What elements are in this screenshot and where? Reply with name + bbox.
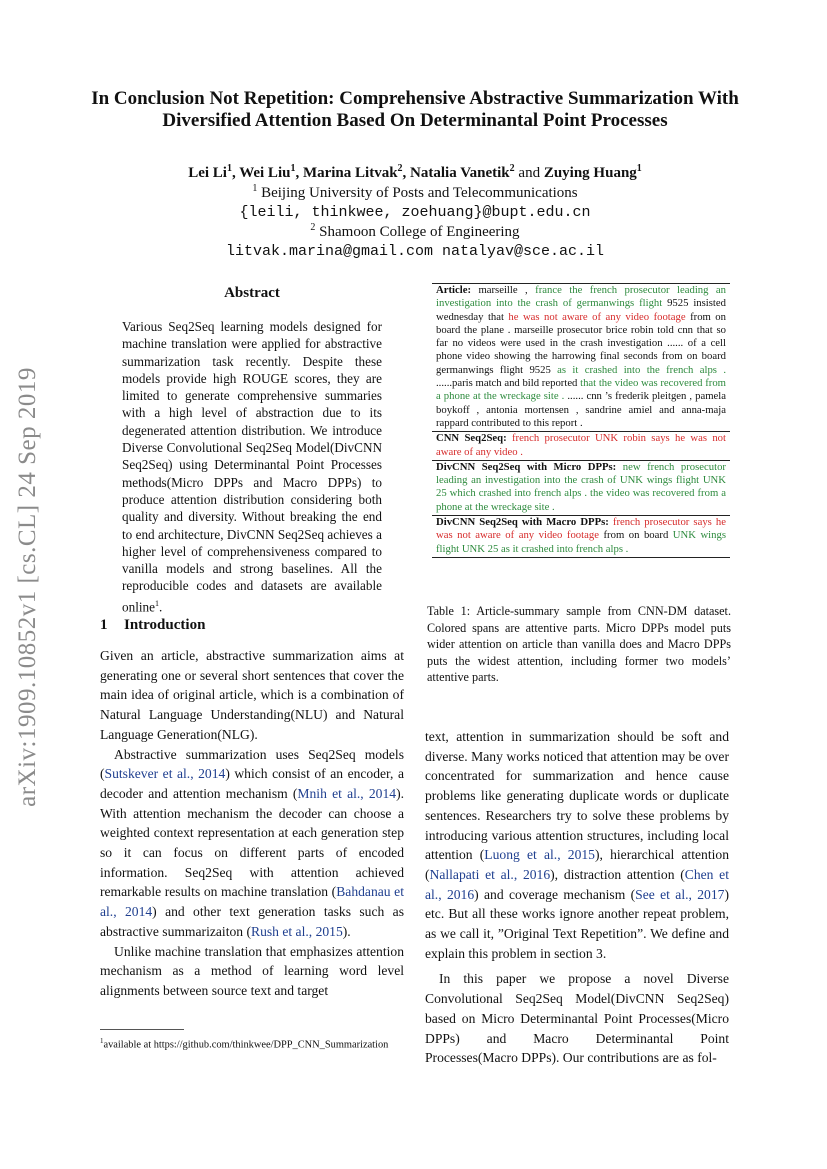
row-text: marseille , xyxy=(471,284,536,296)
section-number: 1 xyxy=(100,617,108,633)
paper-title: In Conclusion Not Repetition: Comprehensive Abstractive Summarization With Diversified Attention Based On Determinantal Point Processes xyxy=(91,88,739,131)
section-title: Introduction xyxy=(124,617,206,633)
attentive-span-green: that the video was recovered from a phone at the wreckage site . xyxy=(436,377,726,403)
affiliation-2-email: litvak.marina@gmail.com natalyav@sce.ac.il xyxy=(225,243,605,260)
footnote xyxy=(100,1034,404,1052)
paragraph-text: ) and coverage mechanism ( xyxy=(474,886,636,902)
row-text: from on board xyxy=(598,529,673,542)
footnote-mark[interactable]: 1 xyxy=(154,598,159,608)
paragraph-text: Abstractive summarization uses Seq2Seq models ( xyxy=(100,746,404,782)
paragraph-text: text, attention in summarization should be soft and diverse. Many works noticed that attention may be over concentrated for summarization and hence cause problems like generating duplicate words or duplicate sentences. Researchers try to solve these problems by introducing various attention structures, including local attention ( xyxy=(425,729,729,863)
table-caption: Table 1: Article-summary sample from CNN-DM dataset. Colored spans are attentive parts. Micro DPPs model puts wider attention on article than vanilla does and Macro DPPs puts the widest attention, including former two models’ attentive parts. xyxy=(427,604,731,684)
paragraph-text: ) which consist of an encoder, a decoder and attention mechanism ( xyxy=(100,766,404,801)
abstract-text: Various Seq2Seq learning models designed for machine translation were applied for abstractive summarization task recently. Despite these models provide high ROUGE scores, they are limited to generate comprehensive summaries with a high level of abstraction due to its degenerated attention distribution. We introduce Diverse Convolutional Seq2Seq Model(DivCNN Seq2Seq) using Determinantal Point Processes methods(Micro DPPs and Macro DPPs) to produce attention distribution considering both quality and diversity. Without breaking the end to end architecture, DivCNN Seq2Seq achieves a higher level of comprehensiveness compared to vanilla models and strong baselines. All the reproducible codes and datasets are available online xyxy=(122,319,382,615)
author-affiliation-mark: 2 xyxy=(397,163,403,174)
table-row xyxy=(432,515,730,557)
abstract-heading: Abstract xyxy=(224,285,280,301)
paragraph-text: ), distraction attention ( xyxy=(550,866,685,882)
abstract-end: . xyxy=(158,599,163,615)
attentive-span-green: as it crashed into the french alps . xyxy=(557,363,726,376)
row-label: DivCNN Seq2Seq with Macro DPPs: xyxy=(436,516,609,529)
table-row xyxy=(432,284,730,431)
paragraph-text: ). xyxy=(342,923,351,939)
author-affiliation-mark: 1 xyxy=(636,163,642,174)
left-column-body xyxy=(100,646,404,1001)
citation-link[interactable]: Rush et al., 2015 xyxy=(251,923,343,939)
right-column-body xyxy=(425,727,729,1068)
paragraph-text: ) and other text generation tasks such as abstractive summarizaiton ( xyxy=(100,904,404,939)
footnote-number: 1 xyxy=(100,1037,104,1045)
attentive-span-green: new french prosecutor leading an investigation into the crash of UNK wings flight UNK 25 which crashed into french alps . the video was recovered from a phone at the wreckage site . xyxy=(436,460,726,513)
row-label: DivCNN Seq2Seq with Micro DPPs: xyxy=(436,460,617,473)
attentive-span-green: france the french prosecutor leading an investigation into the crash of germanwings flight xyxy=(436,284,727,310)
paragraph-text: ) etc. But all these works ignore another repeat problem, as we call it, ”Original Text Repetition”. We define and explain this problem in section 3. xyxy=(425,886,729,961)
author-name: Wei Liu xyxy=(239,165,291,181)
citation-link[interactable]: Nallapati et al., 2016 xyxy=(429,866,551,882)
row-text: ...... cnn ’s frederik pleitgen , pamela boykoff , antonia mortensen , sandrine amiel and anna-maja rappard contributed to this report . xyxy=(436,390,726,429)
author-list xyxy=(90,163,740,182)
abstract-body xyxy=(122,318,382,615)
author-name: Natalia Vanetik xyxy=(410,165,510,181)
citation-link[interactable]: See et al., 2017 xyxy=(635,886,725,902)
author-affiliation-mark: 1 xyxy=(290,163,296,174)
affiliation-2 xyxy=(90,222,740,241)
author-separator: , xyxy=(402,165,411,181)
intro-paragraph-5: In this paper we propose a novel Diverse Convolutional Seq2Seq Model(DivCNN Seq2Seq) based on Micro Determinantal Point Processes(Micro DPPs) and Macro Determinantal Point Processes(Macro DPPs). Our contributions are as fol- xyxy=(425,971,729,1066)
affiliation-1-name: Beijing University of Posts and Telecommunications xyxy=(261,185,578,201)
intro-paragraph-2 xyxy=(100,745,404,942)
attentive-span-red: french prosecutor UNK robin says he was not aware of any video . xyxy=(436,432,726,458)
intro-paragraph-3: Unlike machine translation that emphasizes attention mechanism as a method of learning word level alignments between source text and target xyxy=(100,943,404,998)
citation-link[interactable]: Sutskever et al., 2014 xyxy=(104,766,226,782)
row-text: 9525 insisted wednesday that xyxy=(436,297,726,323)
section-heading-introduction xyxy=(100,617,404,634)
intro-paragraph-1: Given an article, abstractive summarization aims at generating one or several short sentences that cover the main idea of original article, which is a combination of Natural Language Understanding(NLU) and Natural Language Generation(NLG). xyxy=(100,648,404,742)
author-name: Zuying Huang xyxy=(543,165,637,181)
row-label: Article: xyxy=(436,284,472,296)
intro-paragraph-4 xyxy=(425,727,729,963)
affiliation-1 xyxy=(90,183,740,202)
affiliation-1-email: {leili, thinkwee, zoehuang}@bupt.edu.cn xyxy=(239,204,591,221)
citation-link[interactable]: Bahdanau et al., 2014 xyxy=(100,884,404,920)
row-text: ......paris match and bild reported xyxy=(436,377,581,390)
affiliation-2-number: 2 xyxy=(310,222,316,233)
author-separator: , xyxy=(295,165,303,181)
author-affiliation-mark: 2 xyxy=(509,163,515,174)
affiliation-2-name: Shamoon College of Engineering xyxy=(319,224,520,240)
table-row xyxy=(432,460,730,515)
author-name: Marina Litvak xyxy=(302,165,398,181)
arxiv-stamp: arXiv:1909.10852v1 [cs.CL] 24 Sep 2019 xyxy=(14,367,41,807)
citation-link[interactable]: Chen et al., 2016 xyxy=(425,866,729,902)
author-name: Lei Li xyxy=(188,165,227,181)
attentive-span-red: he was not aware of any video footage xyxy=(508,310,686,323)
affiliation-1-number: 1 xyxy=(252,183,258,194)
attentive-span-green: UNK wings flight UNK 25 as it crashed into french alps . xyxy=(436,529,726,555)
table-row xyxy=(432,431,730,460)
author-separator: , xyxy=(231,165,240,181)
paragraph-text: ). With attention mechanism the decoder can choose a weighted context representation at each generation step so it can focus on different parts of encoded information. Seq2Seq with attention achieved remarkable results on machine translation ( xyxy=(100,785,404,900)
citation-link[interactable]: Mnih et al., 2014 xyxy=(297,785,397,801)
author-affiliation-mark: 1 xyxy=(226,163,232,174)
citation-link[interactable]: Luong et al., 2015 xyxy=(484,847,595,863)
attentive-span-red: french prosecutor says he was not aware of any video footage xyxy=(436,516,726,542)
footnote-divider xyxy=(100,1029,184,1030)
row-text: from on board the plane . marseille prosecutor brice robin told cnn that so far no videos were used in the crash investigation ...... of a cell phone video showing the harrowing final seconds from on board germanwings flight 9525 xyxy=(436,310,726,376)
row-label: CNN Seq2Seq: xyxy=(436,432,507,445)
article-summary-table xyxy=(432,283,730,558)
paragraph-text: ), hierarchical attention ( xyxy=(425,847,730,882)
author-separator: and xyxy=(514,165,544,181)
footnote-text: available at https://github.com/thinkwee/DPP_CNN_Summarization xyxy=(103,1039,389,1051)
